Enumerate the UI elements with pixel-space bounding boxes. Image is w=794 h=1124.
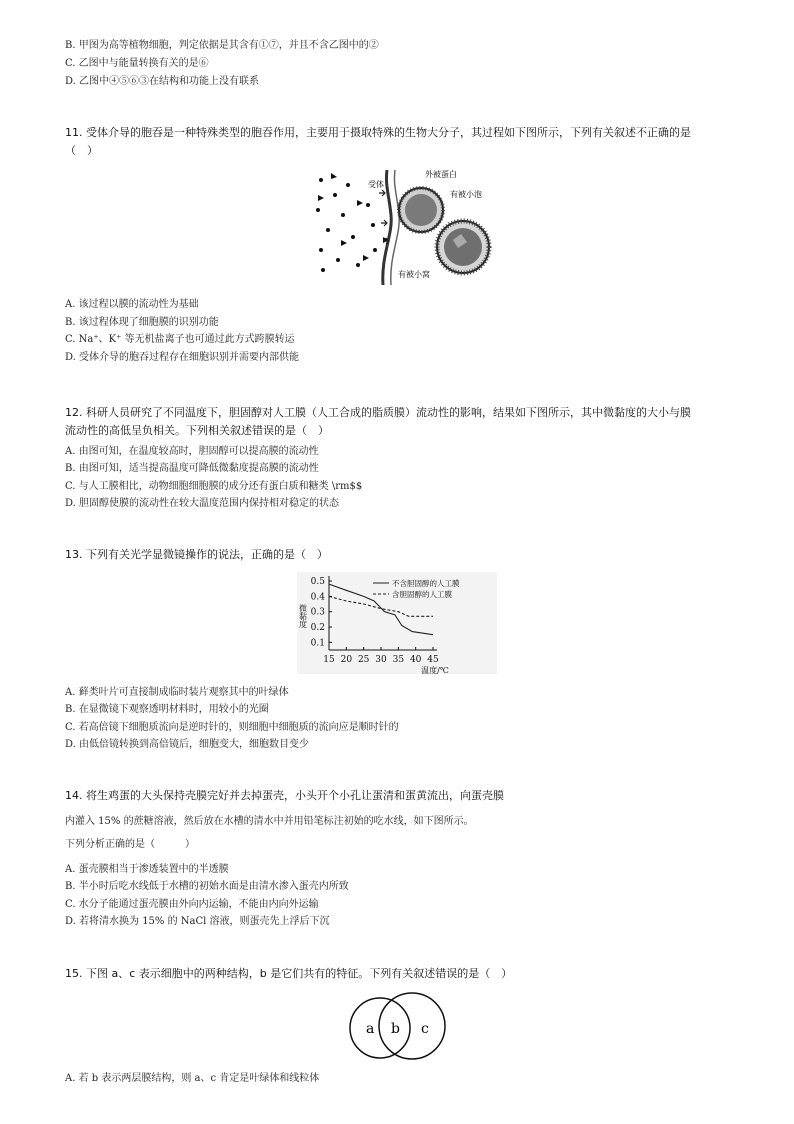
q15-option-a: A. 若 b 表示两层膜结构，则 a、c 肯定是叶绿体和线粒体 (65, 1073, 320, 1084)
venn-diagram (345, 990, 451, 1060)
q13-option-a: A. 藓类叶片可直接制成临时装片观察其中的叶绿体 (65, 687, 289, 698)
label-coated-pit: 有被小窝 (398, 270, 430, 279)
coated-vesicle (437, 221, 489, 273)
q14-stem-line2: 内灌入 15% 的蔗糖溶液，然后放在水槽的清水中并用铅笔标注初始的吃水线，如下图所示。 (65, 816, 474, 827)
x-tick-label: 35 (392, 655, 405, 665)
q12-option-c: C. 与人工膜相比，动物细胞细胞膜的成分还有蛋白质和糖类 \rm$$ (65, 481, 363, 492)
coated-pit (399, 188, 443, 232)
q12-option-a: A. 由图可知，在温度较高时，胆固醇可以提高膜的流动性 (65, 446, 319, 457)
x-tick-label: 25 (357, 655, 370, 665)
q11-option-b: B. 该过程体现了细胞膜的识别功能 (65, 317, 219, 328)
venn-circle-a (350, 998, 410, 1058)
q13-option-c: C. 若高倍镜下细胞质流向是逆时针的，则细胞中细胞质的流向应是顺时针的 (65, 722, 399, 733)
legend-label-1: 含胆固醇的人工膜 (392, 590, 452, 599)
endocytosis-figure (313, 165, 493, 285)
q11-option-d: D. 受体介导的胞吞过程存在细胞识别并需要内部供能 (65, 352, 300, 363)
q11-stem: 11. 受体介导的胞吞是一种特殊类型的胞吞作用，主要用于摄取特殊的生物大分子，其过程如下图所示，下列有关叙述不正确的是 (65, 126, 691, 139)
q10-option-d: D. 乙图中④⑤⑥③在结构和功能上没有联系 (65, 76, 260, 87)
viscosity-chart (297, 572, 497, 674)
q10-option-b: B. 甲图为高等植物细胞，判定依据是其含有①⑦，并且不含乙图中的② (65, 40, 379, 51)
q12-stem-line2: 流动性的高低呈负相关。下列相关叙述错误的是（ ） (65, 424, 329, 437)
q10-option-c: C. 乙图中与能量转换有关的是⑥ (65, 58, 209, 69)
y-tick-label: 0.4 (310, 592, 325, 603)
q14-option-d: D. 若将清水换为 15% 的 NaCl 溶液，则蛋壳先上浮后下沉 (65, 916, 330, 927)
venn-label-c: c (421, 1021, 429, 1037)
y-tick-label: 0.3 (310, 607, 325, 618)
x-tick-label: 45 (427, 655, 439, 665)
label-coat-protein: 外被蛋白 (425, 170, 457, 179)
q14-stem-line3: 下列分析正确的是（ ） (65, 839, 195, 850)
y-axis-label: 微黏度 (298, 604, 308, 628)
x-tick-label: 15 (323, 655, 335, 665)
q11-option-c: C. Na⁺、K⁺ 等无机盐离子也可通过此方式跨膜转运 (65, 334, 295, 345)
q14-option-a: A. 蛋壳膜相当于渗透装置中的半透膜 (65, 864, 229, 875)
x-tick-label: 30 (375, 655, 387, 665)
y-tick-label: 0.2 (310, 623, 325, 634)
x-tick-label: 20 (340, 655, 353, 665)
x-axis-label: 温度/℃ (421, 666, 449, 674)
venn-circle-c (379, 993, 445, 1059)
q12-stem-line1: 12. 科研人员研究了不同温度下，胆固醇对人工膜（人工合成的脂质膜）流动性的影响，结果如下图所示，其中微黏度的大小与膜 (65, 406, 691, 419)
q15-stem: 15. 下图 a、c 表示细胞中的两种结构，b 是它们共有的特征。下列有关叙述错误的是（ ） (65, 967, 513, 980)
y-tick-label: 0.1 (310, 638, 325, 649)
label-coated-vesicle: 有被小泡 (450, 190, 482, 199)
q13-stem: 13. 下列有关光学显微镜操作的说法，正确的是（ ） (65, 548, 328, 561)
q14-option-c: C. 水分子能通过蛋壳膜由外向内运输，不能由内向外运输 (65, 899, 319, 910)
q14-option-b: B. 半小时后吃水线低于水槽的初始水面是由清水渗入蛋壳内所致 (65, 881, 349, 892)
q12-option-b: B. 由图可知，适当提高温度可降低微黏度提高膜的流动性 (65, 463, 319, 474)
q14-stem-line1: 14. 将生鸡蛋的大头保持壳膜完好并去掉蛋壳，小头开个小孔让蛋清和蛋黄流出，向蛋壳膜 (65, 789, 504, 802)
x-tick-label: 40 (409, 655, 422, 665)
q13-option-d: D. 由低倍镜转换到高倍镜后，细胞变大，细胞数目变少 (65, 739, 310, 750)
q11-option-a: A. 该过程以膜的流动性为基础 (65, 299, 199, 310)
label-receptor: 受体 (368, 180, 384, 189)
q13-option-b: B. 在显微镜下观察透明材料时，用较小的光圈 (65, 704, 269, 715)
legend-label-0: 不含胆固醇的人工膜 (392, 579, 460, 588)
q12-option-d: D. 胆固醇使膜的流动性在较大温度范围内保持相对稳定的状态 (65, 498, 340, 509)
y-tick-label: 0.5 (310, 577, 325, 588)
q11-stem-bracket: （ ） (65, 144, 98, 157)
venn-label-a: a (366, 1021, 375, 1037)
venn-label-b: b (391, 1021, 400, 1037)
